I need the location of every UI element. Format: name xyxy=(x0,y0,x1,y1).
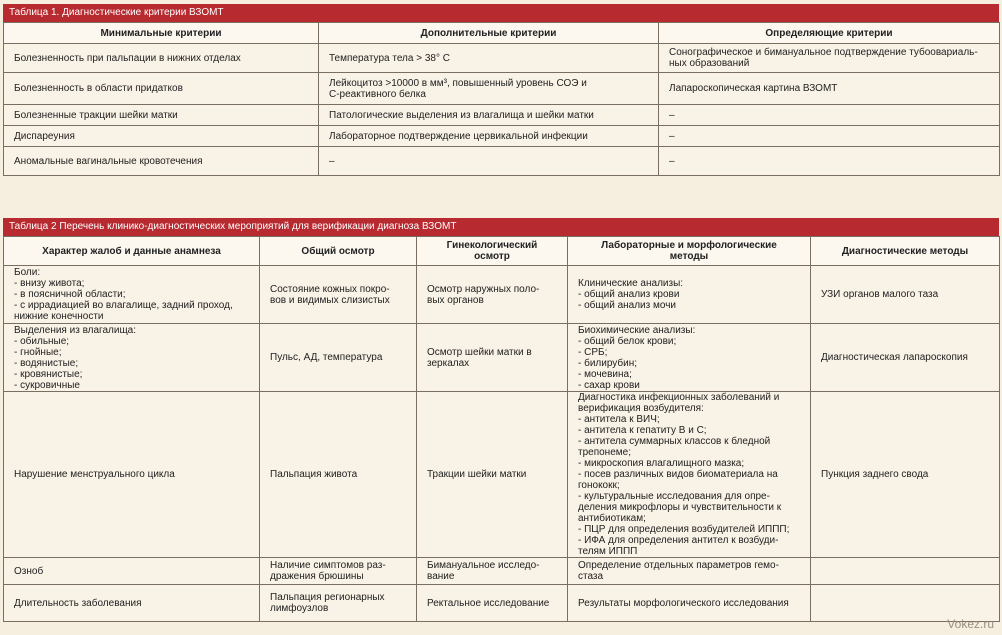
table-cell: Пульс, АД, температура xyxy=(260,324,417,392)
table-row xyxy=(4,585,1000,622)
table-cell: – xyxy=(659,126,1000,147)
table-cell: Диагностическая лапароскопия xyxy=(811,324,1000,392)
table-1-grid xyxy=(3,22,1000,176)
table-cell: – xyxy=(659,105,1000,126)
column-header: Дополнительные критерии xyxy=(319,23,659,44)
table-2 xyxy=(3,218,999,622)
table-cell: Боли: - внизу живота; - в поясничной области; - с иррадиацией во влагалище, задний проход, нижние конечности xyxy=(4,266,260,324)
table-cell: Нарушение менструального цикла xyxy=(4,392,260,558)
table-row xyxy=(4,73,1000,105)
column-header: Минимальные критерии xyxy=(4,23,319,44)
table-cell: Диагностика инфекционных заболеваний и верификация возбудителя: - антитела к ВИЧ; - антитела к гепатиту В и С; - антитела суммарных классов к бледной трепонеме; - микроскопия влагалищного мазка; - посев различных видов биоматериала на гонококк; - культуральные исследования для опре- деления микрофлоры и чувствительности к антибиотикам; - ПЦР для определения возбудителей ИППП; - ИФА для определения антител к возбуди- телям ИППП xyxy=(568,392,811,558)
table-cell xyxy=(811,558,1000,585)
table-row xyxy=(4,44,1000,73)
table-cell: Лабораторное подтверждение цервикальной инфекции xyxy=(319,126,659,147)
table-cell: Болезненность при пальпации в нижних отделах xyxy=(4,44,319,73)
table-cell: Состояние кожных покро- вов и видимых слизистых xyxy=(260,266,417,324)
table-cell: Лейкоцитоз >10000 в мм³, повышенный уровень СОЭ и С-реактивного белка xyxy=(319,73,659,105)
table-cell: Результаты морфологического исследования xyxy=(568,585,811,622)
table-1 xyxy=(3,4,999,176)
table-row xyxy=(4,126,1000,147)
column-header: Определяющие критерии xyxy=(659,23,1000,44)
column-header: Лабораторные и морфологические методы xyxy=(568,237,811,266)
table-row xyxy=(4,105,1000,126)
table-cell: Сонографическое и бимануальное подтверждение тубоовариаль- ных образований xyxy=(659,44,1000,73)
table-row xyxy=(4,558,1000,585)
table-2-header-row xyxy=(4,237,1000,266)
table-cell: Патологические выделения из влагалища и шейки матки xyxy=(319,105,659,126)
table-cell: Осмотр наружных поло- вых органов xyxy=(417,266,568,324)
table-cell: – xyxy=(659,147,1000,176)
table-cell: Пальпация регионарных лимфоузлов xyxy=(260,585,417,622)
table-cell: Бимануальное исследо- вание xyxy=(417,558,568,585)
table-cell xyxy=(811,585,1000,622)
column-header: Диагностические методы xyxy=(811,237,1000,266)
table-cell: Пальпация живота xyxy=(260,392,417,558)
table-cell: Ректальное исследование xyxy=(417,585,568,622)
table-cell: Определение отдельных параметров гемо- стаза xyxy=(568,558,811,585)
table-1-title: Таблица 1. Диагностические критерии ВЗОМТ xyxy=(3,4,999,22)
table-cell: Осмотр шейки матки в зеркалах xyxy=(417,324,568,392)
table-row xyxy=(4,392,1000,558)
table-cell: Наличие симптомов раз- дражения брюшины xyxy=(260,558,417,585)
table-row xyxy=(4,324,1000,392)
table-cell: Болезненность в области придатков xyxy=(4,73,319,105)
column-header: Гинекологический осмотр xyxy=(417,237,568,266)
table-cell: Пункция заднего свода xyxy=(811,392,1000,558)
table-cell: Клинические анализы: - общий анализ крови - общий анализ мочи xyxy=(568,266,811,324)
table-cell: Лапароскопическая картина ВЗОМТ xyxy=(659,73,1000,105)
table-cell: Биохимические анализы: - общий белок крови; - СРБ; - билирубин; - мочевина; - сахар крови xyxy=(568,324,811,392)
table-cell: Тракции шейки матки xyxy=(417,392,568,558)
table-row xyxy=(4,266,1000,324)
table-2-title: Таблица 2 Перечень клинико-диагностических мероприятий для верификации диагноза ВЗОМТ xyxy=(3,218,999,236)
table-cell: Длительность заболевания xyxy=(4,585,260,622)
table-cell: Аномальные вагинальные кровотечения xyxy=(4,147,319,176)
column-header: Характер жалоб и данные анамнеза xyxy=(4,237,260,266)
table-cell: Озноб xyxy=(4,558,260,585)
table-2-grid xyxy=(3,236,1000,622)
table-cell: Болезненные тракции шейки матки xyxy=(4,105,319,126)
table-cell: Диспареуния xyxy=(4,126,319,147)
column-header: Общий осмотр xyxy=(260,237,417,266)
table-cell: Выделения из влагалища: - обильные; - гнойные; - водянистые; - кровянистые; - сукровичные xyxy=(4,324,260,392)
table-1-header-row xyxy=(4,23,1000,44)
table-cell: УЗИ органов малого таза xyxy=(811,266,1000,324)
table-cell: – xyxy=(319,147,659,176)
watermark: Vokez.ru xyxy=(947,617,994,631)
table-row xyxy=(4,147,1000,176)
table-cell: Температура тела > 38° С xyxy=(319,44,659,73)
